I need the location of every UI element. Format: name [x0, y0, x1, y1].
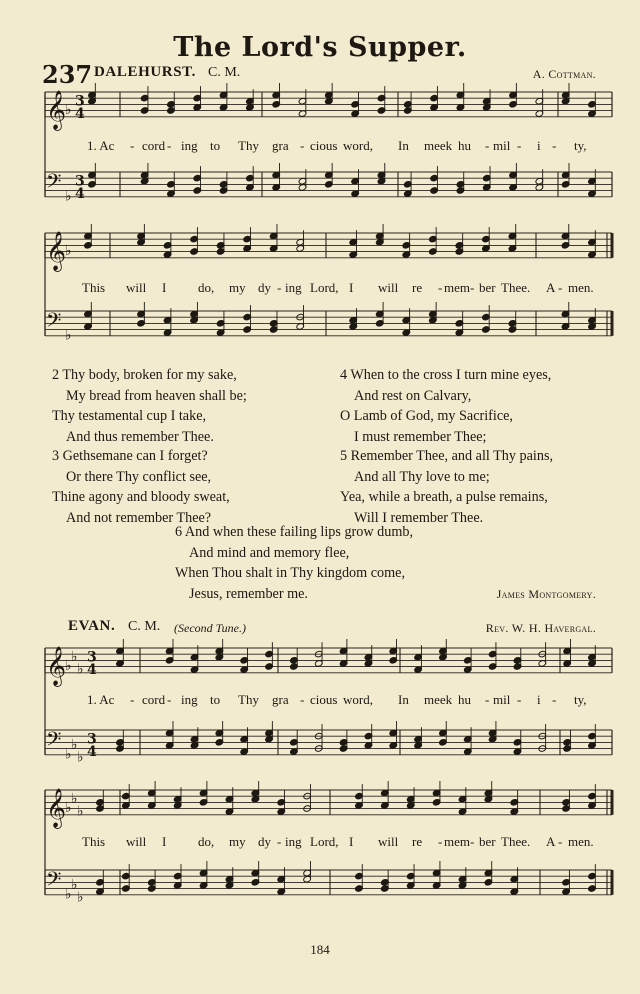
- lyric-syllable: A: [546, 834, 556, 849]
- flat-icon: ♭: [71, 877, 78, 894]
- stanza-line: Thy testamental cup I take,: [52, 408, 207, 425]
- flat-icon: ♭: [77, 889, 84, 906]
- lyric-syllable: re: [412, 834, 423, 849]
- lyric-line: [0, 834, 640, 852]
- page-number: 184: [310, 942, 330, 957]
- lyric-syllable: i: [537, 692, 541, 707]
- lyric-hyphen: -: [300, 692, 305, 707]
- stanza-line: 2 Thy body, broken for my sake,: [52, 367, 237, 383]
- stanza-2: [52, 365, 247, 447]
- meter: C. M.: [208, 65, 241, 80]
- time-signature: 3: [75, 93, 85, 110]
- lyric-hyphen: -: [438, 834, 443, 849]
- flat-icon: ♭: [65, 243, 72, 260]
- bass-clef-icon: 𝄢: [46, 308, 62, 337]
- lyric-syllable: Thy: [238, 138, 259, 153]
- lyric-syllable: gra: [272, 692, 289, 707]
- composer-credit: A. Cottman.: [532, 67, 596, 81]
- bass-staff: [45, 861, 612, 906]
- lyric-syllable: In: [398, 692, 409, 707]
- stanza-line: And all Thy love to me;: [354, 468, 490, 485]
- lyric-syllable: This: [82, 280, 106, 295]
- lyric-syllable: ty,: [574, 138, 587, 153]
- treble-clef-icon: 𝄞: [46, 89, 67, 130]
- stanza-line: 6 And when these failing lips grow dumb,: [175, 524, 414, 540]
- lyric-syllable: men.: [568, 280, 594, 295]
- lyric-syllable: cord: [142, 692, 166, 707]
- treble-staff: [45, 83, 612, 131]
- lyric-hyphen: -: [470, 834, 475, 849]
- lyric-syllable: ing: [285, 280, 302, 295]
- stanza-line: Jesus, remember me.: [189, 585, 308, 602]
- lyric-syllable: In: [398, 138, 409, 153]
- lyric-hyphen: -: [552, 692, 557, 707]
- lyric-syllable: ty,: [574, 692, 587, 707]
- treble-staff: [45, 639, 612, 687]
- lyric-syllable: ber: [479, 280, 496, 295]
- lyric-line: [0, 692, 640, 710]
- tune-note: (Second Tune.): [174, 621, 246, 635]
- stanza-5: [340, 446, 553, 528]
- lyric-syllable: cious: [310, 692, 338, 707]
- stanza-6: [175, 522, 413, 604]
- lyric-syllable: I: [162, 280, 167, 295]
- lyric-hyphen: -: [552, 138, 557, 153]
- treble-clef-icon: 𝄞: [46, 230, 67, 271]
- lyric-syllable: gra: [272, 138, 289, 153]
- lyric-hyphen: -: [517, 138, 522, 153]
- flat-icon: ♭: [71, 790, 78, 807]
- time-signature: 3: [75, 173, 85, 190]
- lyric-syllable: Lord,: [310, 280, 339, 295]
- lyric-syllable: This: [82, 834, 106, 849]
- flat-icon: ♭: [65, 746, 72, 763]
- lyric-syllable: my: [229, 834, 246, 849]
- lyric-hyphen: -: [438, 280, 443, 295]
- bass-clef-icon: 𝄢: [46, 867, 62, 896]
- treble-clef-icon: 𝄞: [46, 645, 67, 686]
- stanza-3: [52, 446, 230, 528]
- lyric-hyphen: -: [300, 138, 305, 153]
- lyric-syllable: mil: [493, 138, 511, 153]
- flat-icon: ♭: [65, 102, 72, 119]
- tune-name: EVAN.: [68, 618, 116, 634]
- lyric-syllable: do,: [198, 280, 215, 295]
- lyric-syllable: mil: [493, 692, 511, 707]
- stanza-line: Yea, while a breath, a pulse remains,: [340, 489, 548, 506]
- lyric-hyphen: -: [167, 138, 172, 153]
- stanza-line: Thine agony and bloody sweat,: [52, 489, 230, 506]
- flat-icon: ♭: [77, 749, 84, 766]
- stanza-line: And not remember Thee?: [66, 509, 212, 526]
- stanza-line: 5 Remember Thee, and all Thy pains,: [340, 448, 554, 464]
- treble-staff: [45, 781, 612, 829]
- lyric-syllable: will: [126, 834, 147, 849]
- stanza-line: And mind and memory flee,: [189, 544, 350, 561]
- lyric-hyphen: -: [485, 138, 490, 153]
- stanza-4: [340, 365, 551, 447]
- bass-staff: [45, 302, 612, 343]
- stanza-line: Will I remember Thee.: [354, 509, 484, 526]
- lyric-hyphen: -: [558, 280, 563, 295]
- lyric-syllable: will: [126, 280, 147, 295]
- lyric-syllable: hu: [458, 138, 471, 153]
- lyric-syllable: word,: [343, 138, 373, 153]
- bass-clef-icon: 𝄢: [46, 727, 62, 756]
- lyric-syllable: I: [349, 280, 354, 295]
- flat-icon: ♭: [65, 327, 72, 344]
- lyric-syllable: 1. Ac: [87, 138, 115, 153]
- lyric-syllable: ing: [285, 834, 302, 849]
- time-signature: 4: [87, 743, 97, 760]
- time-signature: 3: [87, 649, 97, 666]
- lyric-syllable: cord: [142, 138, 166, 153]
- lyric-syllable: dy: [258, 280, 271, 295]
- meter: C. M.: [128, 619, 161, 634]
- time-signature: 4: [75, 105, 85, 122]
- lyric-syllable: I: [162, 834, 167, 849]
- section-title: The Lord's Supper.: [173, 32, 467, 63]
- lyric-syllable: mem: [444, 280, 470, 295]
- flat-icon: ♭: [65, 886, 72, 903]
- lyric-syllable: Lord,: [310, 834, 339, 849]
- lyric-hyphen: -: [470, 280, 475, 295]
- flat-icon: ♭: [77, 803, 84, 820]
- treble-clef-icon: 𝄞: [46, 787, 67, 828]
- flat-icon: ♭: [77, 661, 84, 678]
- lyric-syllable: Thee.: [501, 834, 531, 849]
- flat-icon: ♭: [65, 188, 72, 205]
- composer-credit: Rev. W. H. Havergal.: [485, 621, 596, 635]
- tune-name: DALEHURST.: [94, 64, 196, 80]
- lyric-syllable: i: [537, 138, 541, 153]
- stanza-line: When Thou shalt in Thy kingdom come,: [175, 565, 405, 582]
- flat-icon: ♭: [65, 658, 72, 675]
- lyric-hyphen: -: [277, 280, 282, 295]
- stanza-line: And thus remember Thee.: [66, 428, 214, 445]
- stanza-line: 4 When to the cross I turn mine eyes,: [340, 367, 552, 383]
- lyric-syllable: my: [229, 280, 246, 295]
- flat-icon: ♭: [71, 648, 78, 665]
- lyric-syllable: cious: [310, 138, 338, 153]
- lyric-syllable: dy: [258, 834, 271, 849]
- lyric-syllable: meek: [424, 692, 453, 707]
- stanza-line: And rest on Calvary,: [354, 387, 472, 404]
- lyric-syllable: Thy: [238, 692, 259, 707]
- lyric-syllable: word,: [343, 692, 373, 707]
- lyric-syllable: I: [349, 834, 354, 849]
- lyric-syllable: ing: [181, 692, 198, 707]
- lyric-line: [0, 280, 640, 298]
- lyric-hyphen: -: [167, 692, 172, 707]
- lyric-syllable: will: [378, 834, 399, 849]
- lyric-line: [0, 138, 640, 156]
- lyric-syllable: do,: [198, 834, 215, 849]
- lyric-syllable: to: [210, 138, 221, 153]
- lyric-hyphen: -: [517, 692, 522, 707]
- stanza-line: O Lamb of God, my Sacrifice,: [340, 408, 513, 425]
- time-signature: 3: [87, 731, 97, 748]
- lyric-syllable: ing: [181, 138, 198, 153]
- lyric-syllable: hu: [458, 692, 471, 707]
- lyric-syllable: mem: [444, 834, 470, 849]
- lyric-syllable: Thee.: [501, 280, 531, 295]
- flat-icon: ♭: [65, 800, 72, 817]
- bass-clef-icon: 𝄢: [46, 169, 62, 198]
- stanza-line: 3 Gethsemane can I forget?: [52, 448, 208, 464]
- lyric-hyphen: -: [558, 834, 563, 849]
- hymn-number: 237: [42, 60, 93, 89]
- flat-icon: ♭: [71, 737, 78, 754]
- treble-staff: [45, 224, 612, 272]
- lyric-syllable: meek: [424, 138, 453, 153]
- stanza-line: Or there Thy conflict see,: [66, 468, 212, 485]
- lyric-syllable: men.: [568, 834, 594, 849]
- lyric-syllable: A: [546, 280, 556, 295]
- lyric-hyphen: -: [277, 834, 282, 849]
- lyric-syllable: ber: [479, 834, 496, 849]
- lyric-syllable: to: [210, 692, 221, 707]
- bass-staff: [45, 721, 612, 766]
- time-signature: 4: [87, 661, 97, 678]
- author-credit: James Montgomery.: [496, 587, 596, 601]
- lyric-hyphen: -: [130, 138, 135, 153]
- stanza-line: My bread from heaven shall be;: [66, 387, 247, 404]
- lyric-syllable: 1. Ac: [87, 692, 115, 707]
- lyric-syllable: will: [378, 280, 399, 295]
- time-signature: 4: [75, 185, 85, 202]
- lyric-hyphen: -: [485, 692, 490, 707]
- lyric-syllable: re: [412, 280, 423, 295]
- stanza-line: I must remember Thee;: [354, 428, 487, 445]
- bass-staff: [45, 163, 612, 204]
- lyric-hyphen: -: [130, 692, 135, 707]
